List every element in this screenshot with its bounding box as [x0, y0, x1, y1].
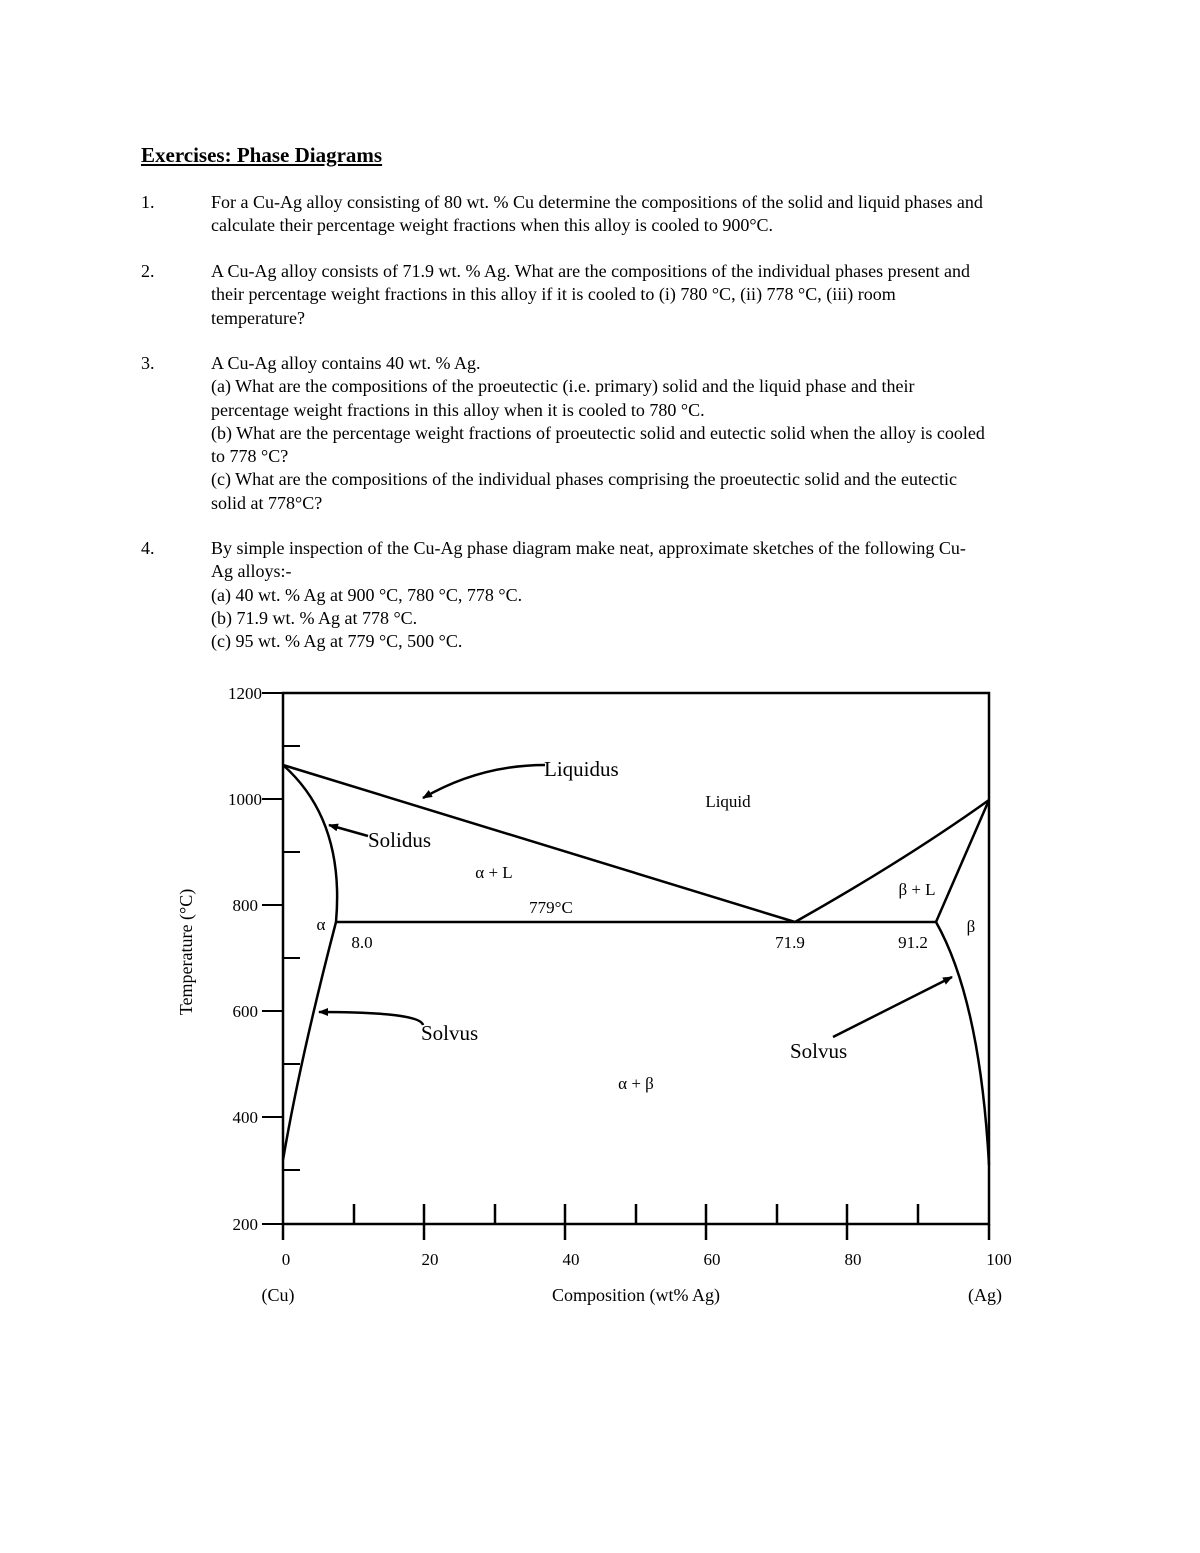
y-tick-label: 1000	[228, 790, 262, 809]
x-end-left-label: (Cu)	[261, 1285, 295, 1305]
question-line: percentage weight fractions in this alloy when it is cooled to 780 °C.	[211, 399, 705, 420]
solvus-right-arrow	[833, 977, 952, 1037]
question-line: By simple inspection of the Cu-Ag phase diagram make neat, approximate sketches of the following Cu-	[211, 538, 966, 558]
question-line: solid at 778°C?	[211, 492, 323, 513]
eutectic-composition-label: 71.9	[775, 933, 805, 952]
y-axis-ticks	[262, 693, 300, 1224]
question-number: 4.	[141, 538, 155, 558]
liquidus-label: Liquidus	[544, 757, 619, 781]
y-tick-label: 1200	[228, 684, 262, 703]
phase-boundaries	[283, 765, 989, 1165]
solvus-left-label: Solvus	[421, 1021, 479, 1045]
solidus-label: Solidus	[368, 828, 432, 852]
alpha-beta-region-label: α + β	[618, 1074, 654, 1093]
question-line: (b) 71.9 wt. % Ag at 778 °C.	[211, 607, 418, 628]
x-tick-label: 20	[421, 1250, 439, 1269]
alpha-composition-label: 8.0	[351, 933, 373, 952]
liquidus-right	[795, 800, 989, 922]
question-line: calculate their percentage weight fractions when this alloy is cooled to 900°C.	[211, 215, 774, 236]
alpha-region-label: α	[316, 915, 326, 934]
question-line: For a Cu-Ag alloy consisting of 80 wt. % Cu determine the compositions of the solid and liquid phases and	[211, 192, 983, 212]
solvus-left-arrow	[319, 1012, 423, 1025]
x-tick-label: 60	[703, 1250, 721, 1269]
question-line: A Cu-Ag alloy consists of 71.9 wt. % Ag. What are the compositions of the individual phases present and	[211, 261, 971, 281]
solvus-right	[936, 922, 989, 1165]
x-tick-label: 100	[986, 1250, 1012, 1269]
x-axis-title: Composition (wt% Ag)	[551, 1285, 721, 1305]
x-tick-label: 80	[844, 1250, 862, 1269]
y-tick-label: 800	[232, 896, 258, 915]
x-end-right-label: (Ag)	[968, 1285, 1002, 1305]
x-tick-label: 0	[281, 1250, 291, 1269]
beta-composition-label: 91.2	[898, 933, 928, 952]
liquid-region-label: Liquid	[705, 792, 751, 811]
question-line: their percentage weight fractions in this alloy if it is cooled to (i) 780 °C, (ii) 778 °C, (iii) room	[211, 284, 896, 305]
y-tick-label: 600	[232, 1002, 258, 1021]
liquidus-arrow	[423, 765, 545, 798]
question-number: 1.	[141, 192, 155, 212]
question-line: Ag alloys:-	[211, 561, 292, 582]
question-line: to 778 °C?	[211, 446, 289, 467]
question-number: 3.	[141, 353, 155, 373]
beta-region-label: β	[966, 917, 976, 936]
question-line: A Cu-Ag alloy contains 40 wt. % Ag.	[211, 353, 481, 373]
alpha-l-region-label: α + L	[475, 863, 513, 882]
eutectic-temperature-label: 779°C	[529, 898, 573, 917]
solidus-arrow	[329, 825, 368, 836]
question-number: 2.	[141, 261, 155, 281]
question-line: (c) 95 wt. % Ag at 779 °C, 500 °C.	[211, 631, 463, 652]
question-line: (c) What are the compositions of the individual phases comprising the proeutectic solid and the eutectic	[211, 469, 957, 490]
plot-frame	[283, 693, 989, 1224]
question-line: (b) What are the percentage weight fractions of proeutectic solid and eutectic solid when the alloy is cooled	[211, 422, 985, 443]
y-axis-title: Temperature (°C)	[176, 888, 196, 1016]
beta-l-region-label: β + L	[898, 880, 936, 899]
y-tick-label: 200	[232, 1215, 258, 1234]
question-line: (a) What are the compositions of the proeutectic (i.e. primary) solid and the liquid phase and their	[211, 376, 915, 397]
y-tick-label: 400	[232, 1108, 258, 1127]
page-title: Exercises: Phase Diagrams	[141, 143, 383, 167]
question-line: (a) 40 wt. % Ag at 900 °C, 780 °C, 778 °C.	[211, 584, 523, 605]
x-tick-label: 40	[562, 1250, 580, 1269]
x-axis-ticks	[283, 1204, 989, 1240]
question-line: temperature?	[211, 307, 305, 328]
solidus-left	[283, 765, 337, 922]
solvus-right-label: Solvus	[790, 1039, 848, 1063]
